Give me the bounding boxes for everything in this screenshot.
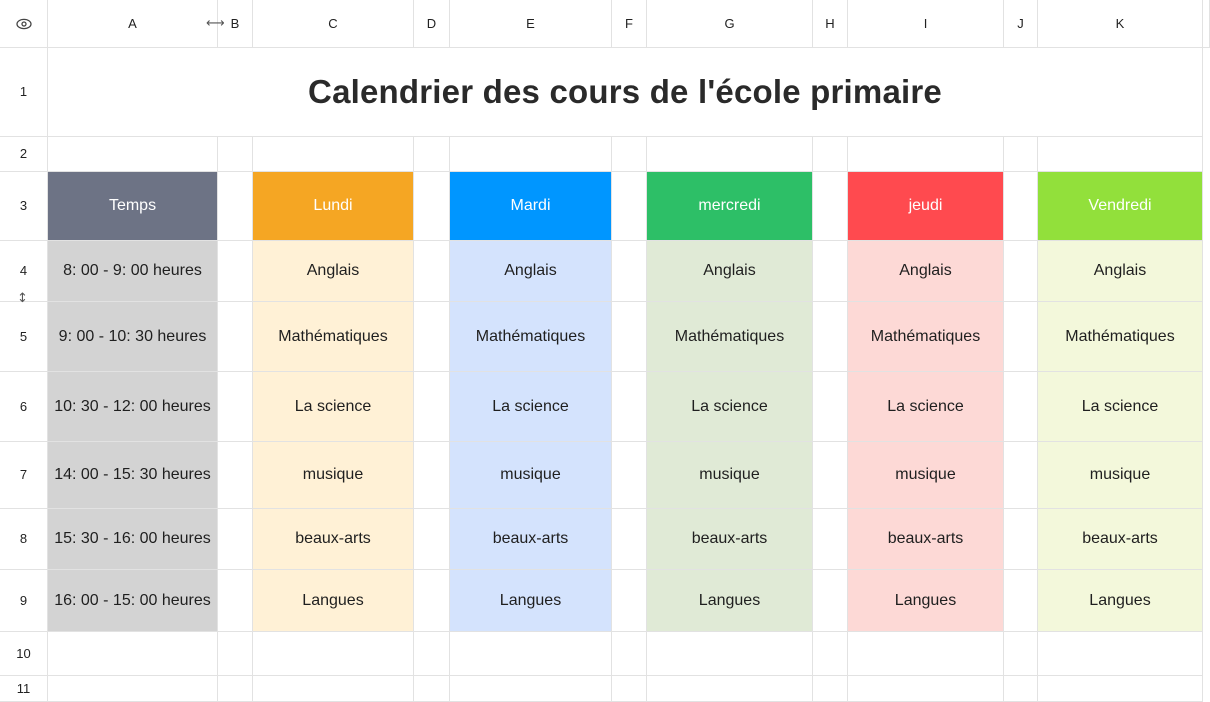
subject-cell[interactable]: La science: [647, 372, 813, 442]
grid-cell[interactable]: [1004, 241, 1038, 302]
grid-cell[interactable]: [813, 137, 848, 172]
day-header-vendredi[interactable]: Vendredi: [1038, 172, 1203, 241]
grid-cell[interactable]: [647, 137, 813, 172]
time-slot-cell[interactable]: 16: 00 - 15: 00 heures: [48, 570, 218, 632]
grid-cell[interactable]: [612, 509, 647, 570]
grid-cell[interactable]: [414, 302, 450, 372]
grid-cell[interactable]: [1004, 442, 1038, 509]
grid-cell[interactable]: [848, 676, 1004, 702]
subject-cell[interactable]: beaux-arts: [1038, 509, 1203, 570]
grid-cell[interactable]: [813, 302, 848, 372]
time-header[interactable]: Temps: [48, 172, 218, 241]
subject-cell[interactable]: musique: [848, 442, 1004, 509]
grid-cell[interactable]: [813, 570, 848, 632]
grid-cell[interactable]: [218, 509, 253, 570]
column-header-filler: [1203, 0, 1210, 48]
grid-cell[interactable]: [647, 632, 813, 676]
grid-cell[interactable]: [450, 137, 612, 172]
select-all-corner[interactable]: [0, 0, 48, 48]
row-header-1[interactable]: 1: [0, 48, 48, 137]
grid-cell[interactable]: [612, 676, 647, 702]
grid-cell[interactable]: [1004, 632, 1038, 676]
grid-cell[interactable]: [1004, 137, 1038, 172]
time-slot-cell[interactable]: 15: 30 - 16: 00 heures: [48, 509, 218, 570]
grid-cell[interactable]: [1038, 676, 1203, 702]
subject-cell[interactable]: Anglais: [647, 241, 813, 302]
grid-cell[interactable]: [414, 509, 450, 570]
row-header-7[interactable]: 7: [0, 442, 48, 509]
subject-cell[interactable]: musique: [450, 442, 612, 509]
row-header-11[interactable]: 11: [0, 676, 48, 702]
subject-cell[interactable]: Mathématiques: [253, 302, 414, 372]
page-title[interactable]: Calendrier des cours de l'école primaire: [48, 48, 1203, 137]
grid-cell[interactable]: [253, 137, 414, 172]
subject-cell[interactable]: Langues: [253, 570, 414, 632]
subject-cell[interactable]: Anglais: [253, 241, 414, 302]
subject-cell[interactable]: Anglais: [848, 241, 1004, 302]
grid-cell[interactable]: [414, 570, 450, 632]
row-header-3[interactable]: 3: [0, 172, 48, 241]
grid-cell[interactable]: [612, 632, 647, 676]
column-header-b[interactable]: B: [218, 0, 253, 48]
grid-cell[interactable]: [218, 137, 253, 172]
subject-cell[interactable]: La science: [848, 372, 1004, 442]
column-header-g[interactable]: G: [647, 0, 813, 48]
grid-cell[interactable]: [1004, 509, 1038, 570]
grid-cell[interactable]: [813, 632, 848, 676]
grid-cell[interactable]: [414, 676, 450, 702]
subject-cell[interactable]: Mathématiques: [848, 302, 1004, 372]
grid-cell[interactable]: [1004, 302, 1038, 372]
subject-cell[interactable]: La science: [1038, 372, 1203, 442]
column-header-k[interactable]: K: [1038, 0, 1203, 48]
grid-cell[interactable]: [612, 172, 647, 241]
grid-cell[interactable]: [612, 372, 647, 442]
subject-cell[interactable]: Langues: [1038, 570, 1203, 632]
grid-cell[interactable]: [218, 302, 253, 372]
row-header-2[interactable]: 2: [0, 137, 48, 172]
grid-cell[interactable]: [612, 241, 647, 302]
grid-cell[interactable]: [218, 632, 253, 676]
grid-cell[interactable]: [218, 241, 253, 302]
grid-cell[interactable]: [1004, 372, 1038, 442]
grid-cell[interactable]: [848, 632, 1004, 676]
grid-cell[interactable]: [813, 241, 848, 302]
subject-cell[interactable]: La science: [253, 372, 414, 442]
row-resize-icon[interactable]: ↕: [17, 291, 28, 306]
grid-cell[interactable]: [218, 172, 253, 241]
grid-cell[interactable]: [813, 509, 848, 570]
subject-cell[interactable]: Anglais: [1038, 241, 1203, 302]
subject-cell[interactable]: beaux-arts: [450, 509, 612, 570]
column-header-i[interactable]: I: [848, 0, 1004, 48]
column-header-d[interactable]: D: [414, 0, 450, 48]
subject-cell[interactable]: musique: [647, 442, 813, 509]
time-slot-cell[interactable]: 8: 00 - 9: 00 heures: [48, 241, 218, 302]
subject-cell[interactable]: Mathématiques: [1038, 302, 1203, 372]
grid-cell[interactable]: [647, 676, 813, 702]
subject-cell[interactable]: musique: [253, 442, 414, 509]
grid-cell[interactable]: [48, 137, 218, 172]
column-header-c[interactable]: C: [253, 0, 414, 48]
subject-cell[interactable]: musique: [1038, 442, 1203, 509]
column-header-f[interactable]: F: [612, 0, 647, 48]
column-header-j[interactable]: J: [1004, 0, 1038, 48]
grid-cell[interactable]: [218, 676, 253, 702]
grid-cell[interactable]: [218, 442, 253, 509]
subject-cell[interactable]: Anglais: [450, 241, 612, 302]
grid-cell[interactable]: [612, 442, 647, 509]
subject-cell[interactable]: La science: [450, 372, 612, 442]
column-header-a[interactable]: A: [48, 0, 218, 48]
day-header-mardi[interactable]: Mardi: [450, 172, 612, 241]
row-header-5[interactable]: 5: [0, 302, 48, 372]
grid-cell[interactable]: [218, 372, 253, 442]
grid-cell[interactable]: [1038, 137, 1203, 172]
time-slot-cell[interactable]: 9: 00 - 10: 30 heures: [48, 302, 218, 372]
day-header-mercredi[interactable]: mercredi: [647, 172, 813, 241]
grid-cell[interactable]: [414, 632, 450, 676]
grid-cell[interactable]: [813, 676, 848, 702]
grid-cell[interactable]: [414, 442, 450, 509]
grid-cell[interactable]: [253, 676, 414, 702]
row-header-8[interactable]: 8: [0, 509, 48, 570]
row-header-10[interactable]: 10: [0, 632, 48, 676]
column-header-h[interactable]: H: [813, 0, 848, 48]
grid-cell[interactable]: [612, 302, 647, 372]
grid-cell[interactable]: [218, 570, 253, 632]
grid-cell[interactable]: [48, 632, 218, 676]
day-header-jeudi[interactable]: jeudi: [848, 172, 1004, 241]
grid-cell[interactable]: [414, 241, 450, 302]
subject-cell[interactable]: Mathématiques: [647, 302, 813, 372]
grid-cell[interactable]: [450, 632, 612, 676]
grid-cell[interactable]: [1004, 676, 1038, 702]
subject-cell[interactable]: beaux-arts: [647, 509, 813, 570]
grid-cell[interactable]: [813, 442, 848, 509]
subject-cell[interactable]: beaux-arts: [253, 509, 414, 570]
grid-cell[interactable]: [414, 172, 450, 241]
row-header-4[interactable]: 4: [0, 241, 48, 302]
day-header-lundi[interactable]: Lundi: [253, 172, 414, 241]
grid-cell[interactable]: [1004, 172, 1038, 241]
grid-cell[interactable]: [414, 372, 450, 442]
time-slot-cell[interactable]: 14: 00 - 15: 30 heures: [48, 442, 218, 509]
subject-cell[interactable]: Mathématiques: [450, 302, 612, 372]
grid-cell[interactable]: [253, 632, 414, 676]
eye-icon: [16, 18, 32, 30]
grid-cell[interactable]: [450, 676, 612, 702]
grid-cell[interactable]: [848, 137, 1004, 172]
subject-cell[interactable]: Langues: [848, 570, 1004, 632]
grid-cell[interactable]: [1038, 632, 1203, 676]
grid-cell[interactable]: [414, 137, 450, 172]
grid-cell[interactable]: [48, 676, 218, 702]
subject-cell[interactable]: Langues: [450, 570, 612, 632]
time-slot-cell[interactable]: 10: 30 - 12: 00 heures: [48, 372, 218, 442]
grid-cell[interactable]: [813, 172, 848, 241]
row-header-9[interactable]: 9: [0, 570, 48, 632]
subject-cell[interactable]: beaux-arts: [848, 509, 1004, 570]
column-header-e[interactable]: E: [450, 0, 612, 48]
grid-cell[interactable]: [612, 137, 647, 172]
subject-cell[interactable]: Langues: [647, 570, 813, 632]
grid-cell[interactable]: [813, 372, 848, 442]
column-resize-icon[interactable]: ⟷: [206, 16, 225, 31]
grid-cell[interactable]: [612, 570, 647, 632]
row-header-6[interactable]: 6: [0, 372, 48, 442]
grid-cell[interactable]: [1004, 570, 1038, 632]
